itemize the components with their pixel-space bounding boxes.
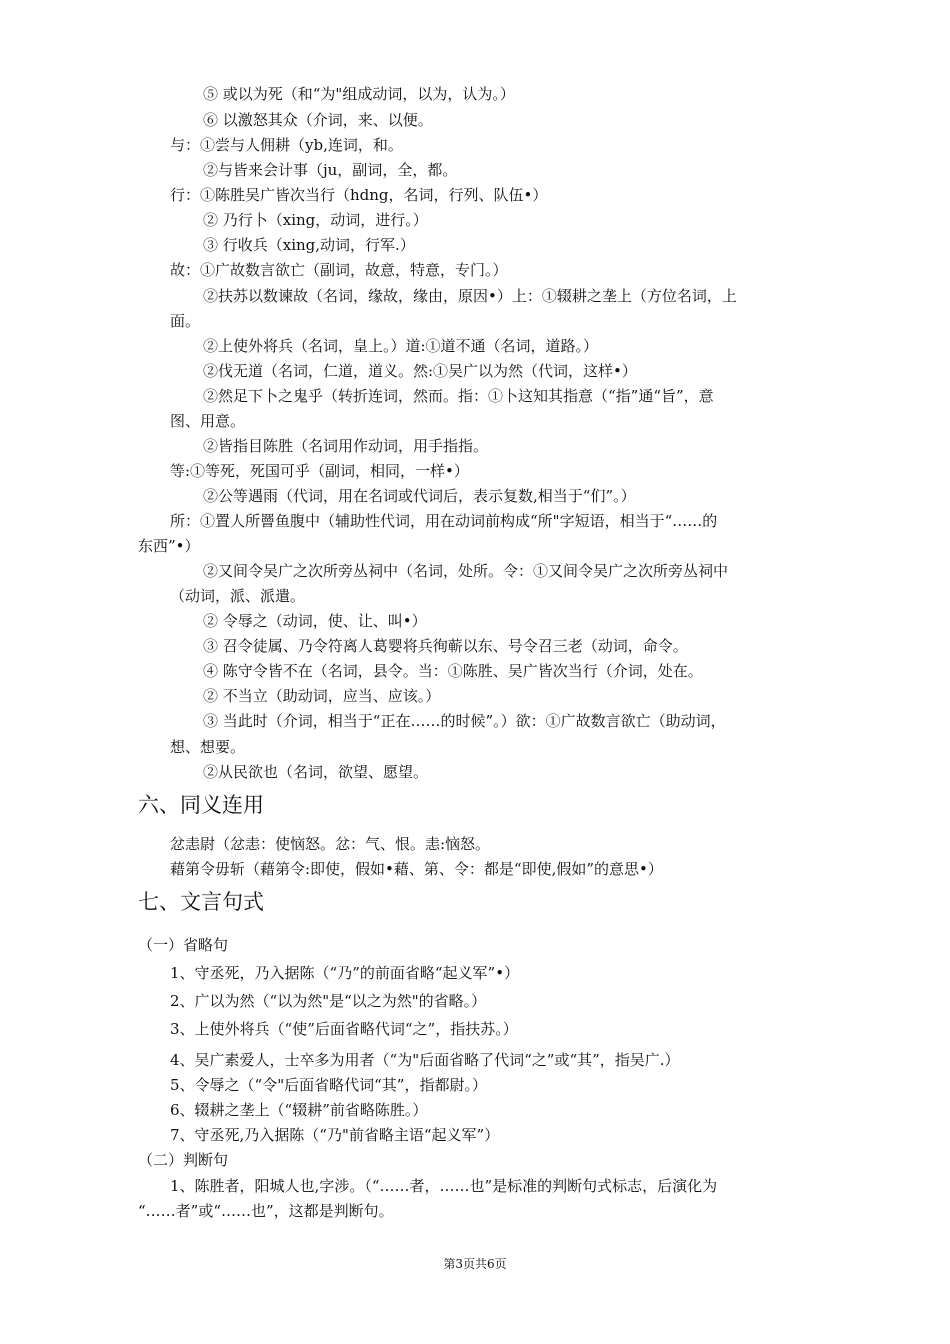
text-line: ④ 陈守令皆不在（名词，县令。当：①陈胜、吴广皆次当行（介词，处在。 xyxy=(203,662,703,680)
text-line: 行：①陈胜吴广皆次当行（hdng，名词，行列、队伍•） xyxy=(170,186,548,204)
text-line: ③ 召令徒属、乃令符离人葛婴将兵徇蕲以东、号令召三老（动词，命令。 xyxy=(203,637,688,655)
text-line: ②从民欲也（名词，欲望、愿望。 xyxy=(203,763,429,781)
text-line: ②伐无道（名词，仁道，道义。然:①吴广以为然（代词，这样•） xyxy=(203,362,637,380)
text-line: ②然足下卜之鬼乎（转折连词，然而。指：①卜这知其指意（“指”通“旨”，意 xyxy=(203,387,714,405)
text-line: 等:①等死，死国可乎（副词，相同，一样•） xyxy=(170,462,469,480)
text-line: 图、用意。 xyxy=(170,412,246,430)
page-footer: 第3页共6页 xyxy=(443,1257,507,1271)
section-heading: 七、文言句式 xyxy=(138,890,264,914)
text-line: 藉第令毋斩（藉第令:即使，假如•藉、第、令：都是“即使,假如”的意思•） xyxy=(170,860,663,878)
text-line: 故：①广故数言欲亡（副词，故意，特意，专门。） xyxy=(170,261,508,279)
text-line: 1、守丞死，乃入据陈（“乃”的前面省略“起义军”•） xyxy=(170,964,520,982)
subsection-heading: （二）判断句 xyxy=(138,1151,229,1169)
text-line: ② 令辱之（动词，使、让、叫•） xyxy=(203,612,427,630)
text-line: 4、吴广素爱人，士卒多为用者（“为"后面省略了代词“之”或“其”，指吴广.） xyxy=(170,1051,680,1069)
section-heading: 六、同义连用 xyxy=(138,793,264,817)
text-line: ③ 当此时（介词，相当于“正在……的时候”。）欲：①广故数言欲亡（助动词， xyxy=(203,712,726,730)
subsection-heading: （一）省略句 xyxy=(138,936,229,954)
text-line: 7、守丞死,乃入据陈（“乃"前省略主语“起义军”） xyxy=(170,1126,500,1144)
text-line: ②公等遇雨（代词，用在名词或代词后，表示复数,相当于“们”。） xyxy=(203,487,636,505)
text-line: ②皆指目陈胜（名词用作动词，用手指指。 xyxy=(203,437,489,455)
text-line: ③ 行收兵（xing,动词，行军.） xyxy=(203,236,415,254)
text-line: 1、陈胜者，阳城人也,字涉。（“……者，……也”是标准的判断句式标志，后演化为 xyxy=(170,1177,718,1195)
text-line: （动词，派、派遣。 xyxy=(170,587,306,605)
text-line: ②扶苏以数谏故（名词，缘故，缘由，原因•）上：①辍耕之垄上（方位名词，上 xyxy=(203,287,737,305)
text-line: 与：①尝与人佣耕（yb,连词，和。 xyxy=(170,136,403,154)
text-line: ②与皆来会计事（ju，副词，全，都。 xyxy=(203,161,458,179)
text-line: 忿恚尉（忿恚：使恼怒。忿：气、恨。恚:恼怒。 xyxy=(170,835,491,853)
text-line: 所：①置人所罾鱼腹中（辅助性代词，用在动词前构成“所"字短语，相当于“……的 xyxy=(170,512,718,530)
text-line: 想、想要。 xyxy=(170,738,246,756)
text-line: ② 不当立（助动词，应当、应该。） xyxy=(203,687,441,705)
text-line: ②上使外将兵（名词，皇上。）道:①道不通（名词，道路。） xyxy=(203,337,599,355)
text-line: ⑤ 或以为死（和“为"组成动词，以为，认为。） xyxy=(203,85,515,103)
text-line: 2、广以为然（“以为然"是“以之为然"的省略。） xyxy=(170,992,487,1010)
text-line: ⑥ 以激怒其众（介词，来、以便。 xyxy=(203,111,433,129)
text-line: 面。 xyxy=(170,312,201,330)
text-line: 6、辍耕之垄上（“辍耕”前省略陈胜。） xyxy=(170,1101,428,1119)
text-line: “……者”或“……也”，这都是判断句。 xyxy=(138,1202,394,1220)
text-line: ② 乃行卜（xing，动词，进行。） xyxy=(203,211,428,229)
text-line: 3、上使外将兵（“使”后面省略代词“之”，指扶苏。） xyxy=(170,1020,518,1038)
text-line: ②又间令吴广之次所旁丛祠中（名词，处所。令：①又间令吴广之次所旁丛祠中 xyxy=(203,562,729,580)
text-line: 东西”•） xyxy=(138,537,200,555)
text-line: 5、令辱之（“令"后面省略代词“其”，指都尉。） xyxy=(170,1076,487,1094)
